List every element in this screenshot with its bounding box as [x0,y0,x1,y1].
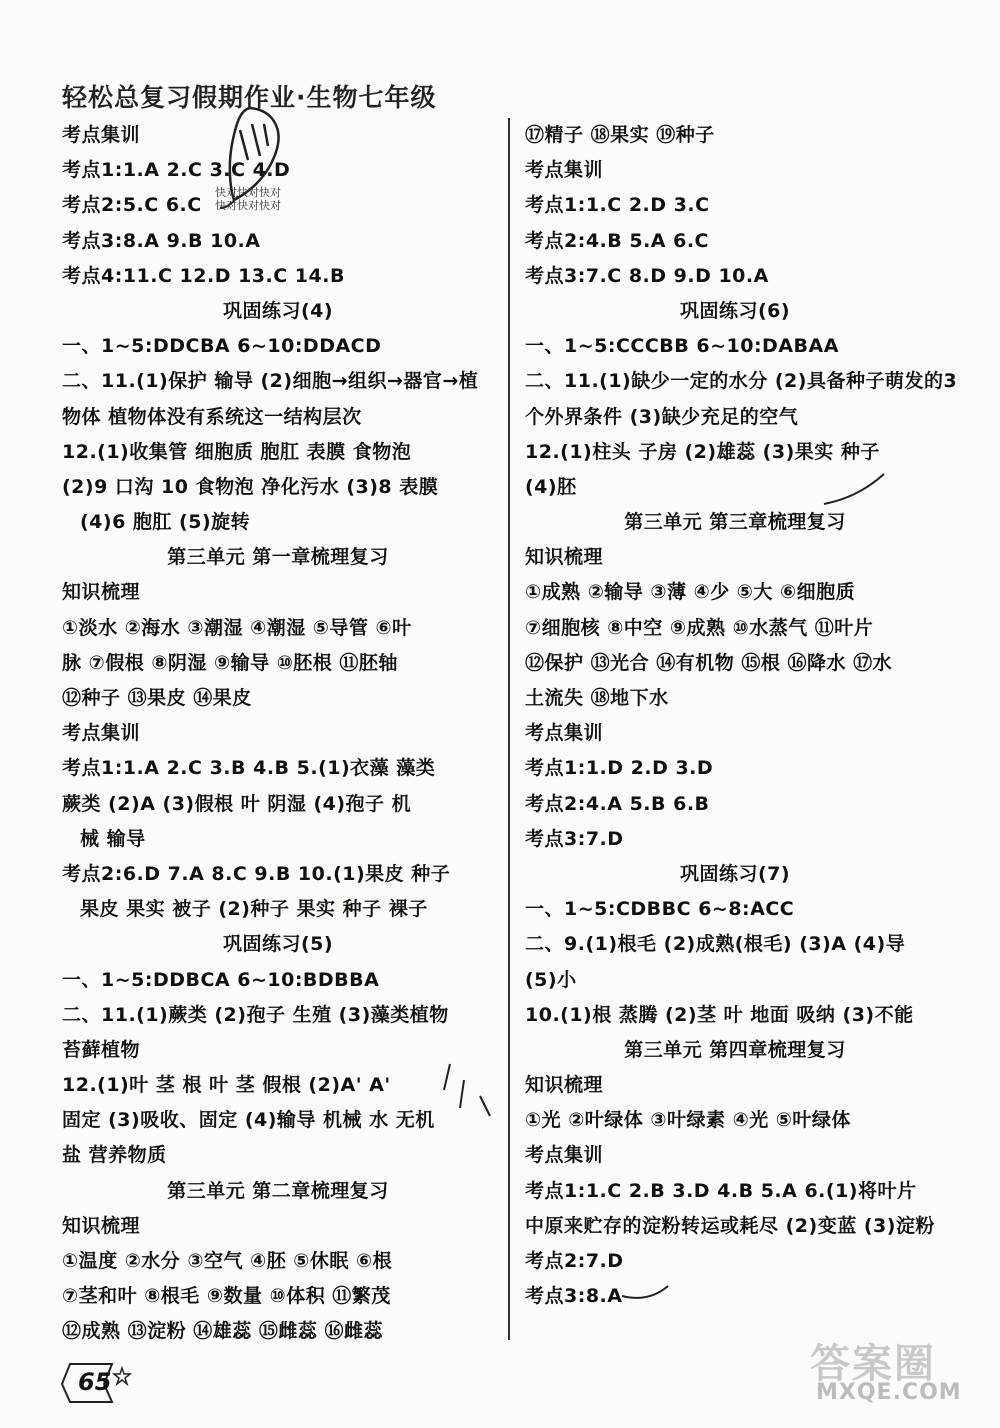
answer-line: ①淡水 ②海水 ③潮湿 ④潮湿 ⑤导管 ⑥叶 [62,616,412,639]
note-line: 快对快对快对 [215,199,281,212]
answer-line: 12.(1)收集管 细胞质 胞肛 表膜 食物泡 [62,440,412,463]
answer-line: 考点2:6.D 7.A 8.C 9.B 10.(1)果皮 种子 [62,862,451,885]
answer-line: 一、1~5:CCCBB 6~10:DABAA [525,335,839,358]
answer-line: ⑦细胞核 ⑧中空 ⑨成熟 ⑩水蒸气 ⑪叶片 [525,616,874,639]
page-number-badge [60,1360,132,1406]
answer-line: 盐 营养物质 [62,1144,167,1167]
answer-line: 考点3:7.D [525,827,624,850]
section-heading: 第三单元 第三章梳理复习 [624,511,846,534]
section-heading: 巩固练习(7) [679,862,791,885]
answer-line: ⑫成熟 ⑬淀粉 ⑭雄蕊 ⑮雌蕊 ⑯雌蕊 [62,1320,383,1343]
answer-line: 考点3:8.A 9.B 10.A [62,229,261,252]
answer-line: 考点4:11.C 12.D 13.C 14.B [62,264,345,287]
answer-line: 二、11.(1)保护 输导 (2)细胞→组织→器官→植 [62,370,479,393]
answer-line: (4)6 胞肛 (5)旋转 [80,511,251,534]
answer-line: 固定 (3)吸收、固定 (4)输导 机械 水 无机 [62,1109,435,1132]
answer-line: 10.(1)根 蒸腾 (2)茎 叶 地面 吸纳 (3)不能 [525,1003,914,1026]
answer-line: 考点1:1.C 2.B 3.D 4.B 5.A 6.(1)将叶片 [525,1179,917,1202]
section-heading: 第三单元 第四章梳理复习 [624,1038,846,1061]
answer-line: 一、1~5:CDBBC 6~8:ACC [525,898,795,921]
answer-line: 械 输导 [80,827,146,850]
page-header-title: 轻松总复习假期作业·生物七年级 [62,83,437,112]
section-heading: 巩固练习(4) [222,299,334,322]
column-divider [508,118,510,1340]
answer-line: 考点1:1.A 2.C 3.B 4.B 5.(1)衣藻 藻类 [62,757,436,780]
answer-line: ①成熟 ②输导 ③薄 ④少 ⑤大 ⑥细胞质 [525,581,856,604]
answer-line: ⑫保护 ⑬光合 ⑭有机物 ⑮根 ⑯降水 ⑰水 [525,651,893,674]
pen-mark-icon [620,1282,670,1302]
section-heading: 第三单元 第二章梳理复习 [167,1179,389,1202]
answer-line: 一、1~5:DDBCA 6~10:BDBBA [62,968,380,991]
answer-line: 土流失 ⑱地下水 [525,687,669,709]
answer-line: 考点3:8.A [525,1285,623,1308]
answer-line: 二、11.(1)蕨类 (2)孢子 生殖 (3)藻类植物 [62,1003,449,1026]
answer-line: 考点集训 [525,1144,604,1167]
answer-line: 考点集训 [525,159,604,182]
answer-line: 考点2:7.D [525,1250,624,1272]
answer-line: 中原来贮存的淀粉转运或耗尽 (2)变蓝 (3)淀粉 [525,1214,935,1237]
watermark-en: MXQE.COM [816,1380,962,1405]
answer-line: 果皮 果实 被子 (2)种子 果实 种子 裸子 [80,898,428,921]
answer-line: ⑦茎和叶 ⑧根毛 ⑨数量 ⑩体积 ⑪繁茂 [62,1285,391,1308]
answer-line: 知识梳理 [62,1214,141,1237]
answer-line: 苔藓植物 [62,1038,141,1061]
answer-line: 12.(1)叶 茎 根 叶 茎 假根 (2)A' A' [62,1074,391,1097]
answer-line: 考点1:1.D 2.D 3.D [525,757,714,780]
answer-line: 二、9.(1)根毛 (2)成熟(根毛) (3)A (4)导 [525,933,906,956]
answer-line: 考点集训 [525,722,604,745]
section-heading: 第三单元 第一章梳理复习 [167,546,389,569]
note-line: 快对快对快对 [215,186,281,199]
answer-line: ⑫种子 ⑬果皮 ⑭果皮 [62,687,252,709]
left-column [62,118,494,1350]
answer-line: (2)9 口沟 10 食物泡 净化污水 (3)8 表膜 [62,475,439,498]
section-heading: 巩固练习(5) [222,933,334,956]
answer-line: ①温度 ②水分 ③空气 ④胚 ⑤休眠 ⑥根 [62,1250,393,1272]
site-watermark [730,1332,980,1412]
answer-line: 个外界条件 (3)缺少充足的空气 [525,405,799,428]
answer-line: 物体 植物体没有系统这一结构层次 [62,405,362,428]
answer-line: 蕨类 (2)A (3)假根 叶 阴湿 (4)孢子 机 [62,792,412,815]
answer-line: 考点集训 [62,722,141,745]
answer-line: 考点3:7.C 8.D 9.D 10.A [525,264,769,287]
answer-line: (4)胚 [525,475,577,498]
section-heading: 巩固练习(6) [679,299,791,322]
page-number: 65 [78,1368,112,1396]
right-column [525,118,958,1314]
answer-line: 考点2:5.C 6.C [62,194,202,217]
answer-line: ①光 ②叶绿体 ③叶绿素 ④光 ⑤叶绿体 [525,1109,851,1132]
answer-line: 考点1:1.C 2.D 3.C [525,194,710,217]
answer-line: 二、11.(1)缺少一定的水分 (2)具备种子萌发的3 [525,370,958,393]
answer-line: 一、1~5:DDCBA 6~10:DDACD [62,335,382,358]
watermark-cn: 答案圈 [810,1341,936,1387]
answer-line: 知识梳理 [525,1074,604,1097]
answer-line: 知识梳理 [525,546,604,569]
answer-line: 12.(1)柱头 子房 (2)雄蕊 (3)果实 种子 [525,440,880,463]
pen-mark-icon [820,470,890,510]
answer-line: 考点1:1.A 2.C 3.C 4.D [62,159,291,182]
answer-line: (5)小 [525,968,577,991]
answer-line: 脉 ⑦假根 ⑧阴湿 ⑨输导 ⑩胚根 ⑪胚轴 [62,651,398,674]
answer-line: 知识梳理 [62,581,141,604]
answer-line: 考点2:4.A 5.B 6.B [525,792,710,815]
answer-line: ⑰精子 ⑱果实 ⑲种子 [525,124,715,146]
answer-line: 考点集训 [62,124,141,146]
answer-line: 考点2:4.B 5.A 6.C [525,229,709,252]
pen-mark-icon [420,1060,500,1120]
